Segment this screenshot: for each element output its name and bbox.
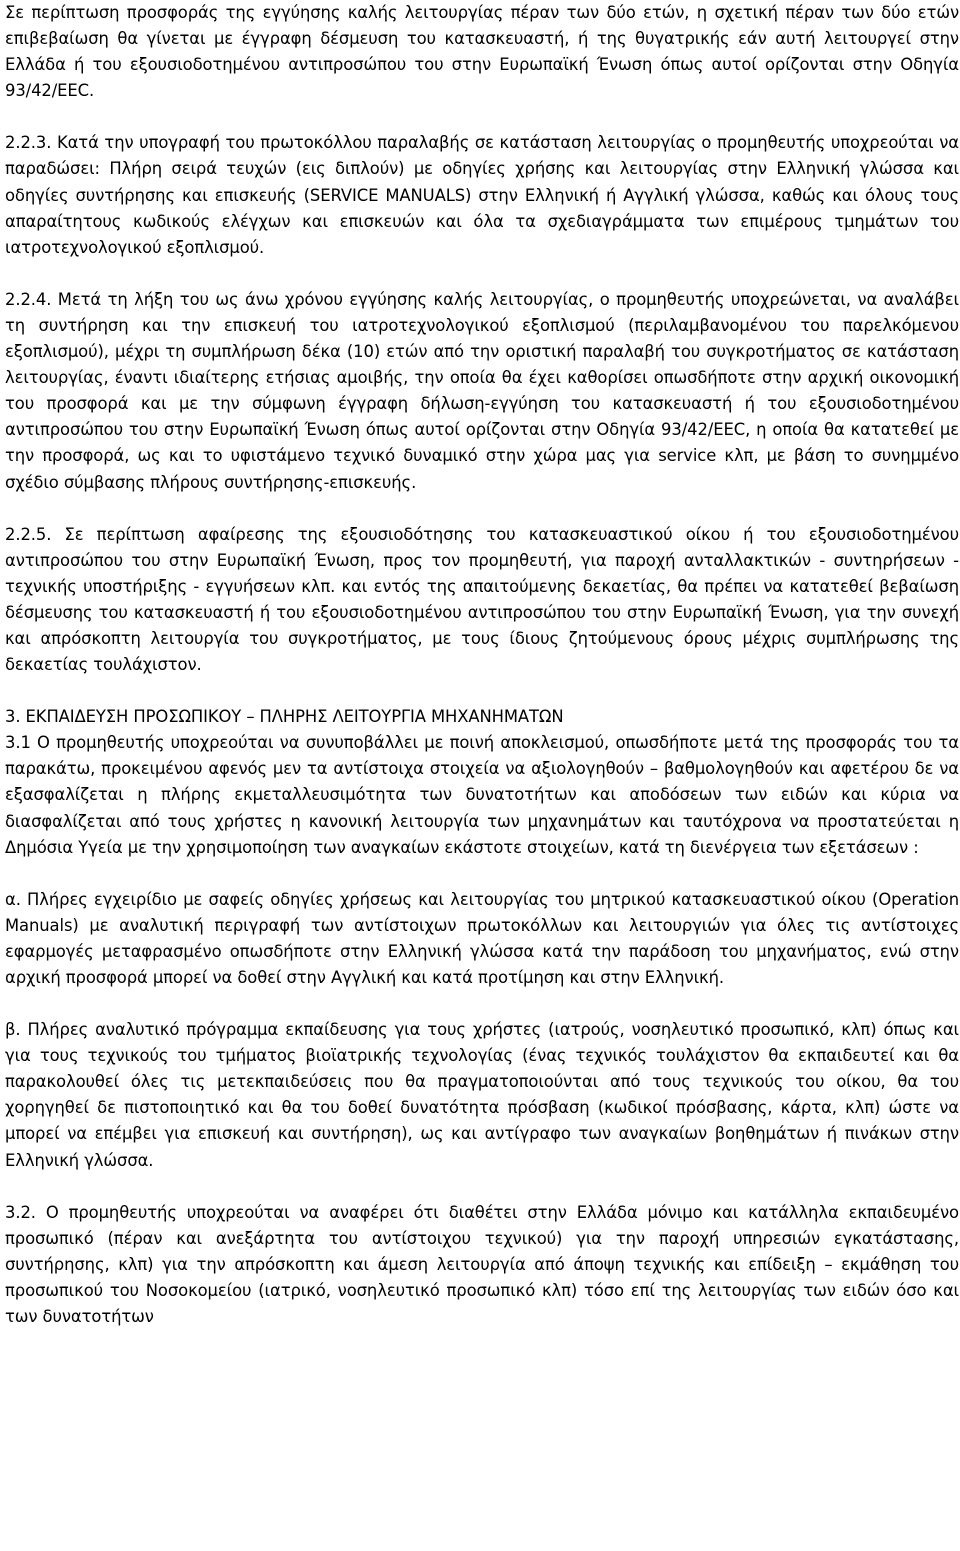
paragraph-2-2-4: 2.2.4. Μετά τη λήξη του ως άνω χρόνου εγγύησης καλής λειτουργίας, ο προμηθευτής υποχρεώνεται, να αναλάβει τη συντήρηση και την επισκευή του ιατροτεχνολογικού εξοπλισμού (περιλαμβανομένου του παρελκόμενου εξοπλισμού), μέχρι τη συμπλήρωση δέκα (10) ετών από την οριστική παραλαβή του συγκροτήματος σε κατάσταση λειτουργίας, έναντι ιδιαίτερης ετήσιας αμοιβής, την οποία θα έχει καθορίσει οπωσδήποτε στην αρχική οικονομική του προσφορά και με την σύμφωνη έγγραφη δήλωση-εγγύηση του κατασκευαστή ή του εξουσιοδοτημένου αντιπροσώπου του στην Ευρωπαϊκή Ένωση όπως αυτοί ορίζονται στην Οδηγία 93/42/ΕΕC, η οποία θα κατατεθεί με την προσφορά, ως και το υφιστάμενο τεχνικό δυναμικό στην χώρα μας για service κλπ, με βάση το συνημμένο σχέδιο σύμβασης πλήρους συντήρησης-επισκευής. (5, 289, 959, 492)
paragraph-3-1: 3.1 Ο προμηθευτής υποχρεούται να συνυποβάλλει με ποινή αποκλεισμού, οπωσδήποτε μετά της προσφοράς του τα παρακάτω, προκειμένου αφενός μεν τα αντίστοιχα στοιχεία να αξιολογηθούν – βαθμολογηθούν και αφετέρου δε να εξασφαλίζεται η πλήρης εκμεταλλευσιμότητα των δυνατοτήτων και αποδόσεων των ειδών και κύρια να διασφαλίζεται από τους χρήστες η κανονική λειτουργία των μηχανημάτων και ταυτόχρονα να προστατεύεται η Δημόσια Υγεία με την χρησιμοποίηση των αναγκαίων εκάστοτε στοιχείων, κατά τη διενέργεια των εξετάσεων : (5, 733, 959, 857)
section-heading-3: 3. ΕΚΠΑΙΔΕΥΣΗ ΠΡΟΣΩΠΙΚΟΥ – ΠΛΗΡΗΣ ΛΕΙΤΟΥΡΓΙΑ ΜΗΧΑΝΗΜΑΤΩΝ (5, 707, 564, 727)
paragraph-2-2-5: 2.2.5. Σε περίπτωση αφαίρεσης της εξουσιοδότησης του κατασκευαστικού οίκου ή του εξουσιοδοτημένου αντιπροσώπου του στην Ευρωπαϊκή Ένωση, προς τον προμηθευτή, για παροχή ανταλλακτικών - συντηρήσεων - τεχνικής υποστήριξης - εγγυήσεων κλπ. και εντός της απαιτούμενης δεκαετίας, θα πρέπει να κατατεθεί βεβαίωση δέσμευσης του κατασκευαστή ή του εξουσιοδοτημένου αντιπροσώπου του στην Ευρωπαϊκή Ένωση, για την συνεχή και απρόσκοπτη λειτουργία του συγκροτήματος, με τους ίδιους ζητούμενους όρους μέχρις συμπλήρωσης της δεκαετίας τουλάχιστον. (5, 524, 959, 675)
paragraph-item-a: α. Πλήρες εγχειρίδιο με σαφείς οδηγίες χρήσεως και λειτουργίας του μητρικού κατασκευαστικού οίκου (Operation Manuals) με αναλυτική περιγραφή των αντίστοιχων πρωτοκόλλων και λειτουργιών για όλες τις αντίστοιχες εφαρμογές μεταφρασμένο οπωσδήποτε στην Ελληνική γλώσσα κατά την παράδοση του μηχανήματος, ενώ στην αρχική προσφορά μπορεί να δοθεί στην Αγγλική και κατά προτίμηση και στην Ελληνική. (5, 889, 959, 987)
document-page (5, 0, 959, 1330)
paragraph-3-2: 3.2. Ο προμηθευτής υποχρεούται να αναφέρει ότι διαθέτει στην Ελλάδα μόνιμο και κατάλληλα εκπαιδευμένο προσωπικό (πέραν και ανεξάρτητα του αντίστοιχου τεχνικού) για την παροχή υπηρεσιών εγκατάστασης, συντήρησης, κλπ) για την απρόσκοπτη και άμεση λειτουργία από άποψη τεχνικής και επίδειξη – εκμάθηση του προσωπικού του Νοσοκομείου (ιατρικό, νοσηλευτικό προσωπικό κλπ) τόσο επί της λειτουργίας των ειδών όσο και των δυνατοτήτων (5, 1202, 959, 1327)
paragraph-2-2-3: 2.2.3. Κατά την υπογραφή του πρωτοκόλλου παραλαβής σε κατάσταση λειτουργίας ο προμηθευτής υποχρεούται να παραδώσει: Πλήρη σειρά τευχών (εις διπλούν) με οδηγίες χρήσης και λειτουργίας στην Ελληνική γλώσσα και οδηγίες συντήρησης και επισκευής (SERVICE MANUALS) στην Ελληνική ή Αγγλική γλώσσα, καθώς και όλους τους απαραίτητους κωδικούς ελέγχων και επισκευών και όλα τα σχεδιαγράμματα των επιμέρους τμημάτων του ιατροτεχνολογικού εξοπλισμού. (5, 133, 959, 257)
paragraph-item-b: β. Πλήρες αναλυτικό πρόγραμμα εκπαίδευσης για τους χρήστες (ιατρούς, νοσηλευτικό προσωπικό, κλπ) όπως και για τους τεχνικούς του τμήματος βιοϊατρικής τεχνολογίας (ένας τεχνικός τουλάχιστον θα εκπαιδευτεί και θα παρακολουθεί όλες τις μετεκπαιδεύσεις που θα πραγματοποιούνται από τους τεχνικούς του οίκου, θα του χορηγηθεί δε πιστοποιητικό και θα του δοθεί δυνατότητα πρόσβαση (κωδικοί πρόσβασης, κάρτα, κλπ) ώστε να μπορεί να επέμβει για επισκευή και συντήρηση), ως και αντίγραφο των αναγκαίων βοηθημάτων ή πινάκων στην Ελληνική γλώσσα. (5, 1020, 959, 1170)
paragraph-warranty-extension: Σε περίπτωση προσφοράς της εγγύησης καλής λειτουργίας πέραν των δύο ετών, η σχετική πέραν των δύο ετών επιβεβαίωση θα γίνεται με έγγραφη δέσμευση του κατασκευαστή, ή της θυγατρικής εάν αυτή λειτουργεί στην Ελλάδα ή του εξουσιοδοτημένου αντιπροσώπου του στην Ευρωπαϊκή Ένωση όπως αυτοί ορίζονται στην Οδηγία 93/42/ΕΕC. (5, 3, 959, 101)
